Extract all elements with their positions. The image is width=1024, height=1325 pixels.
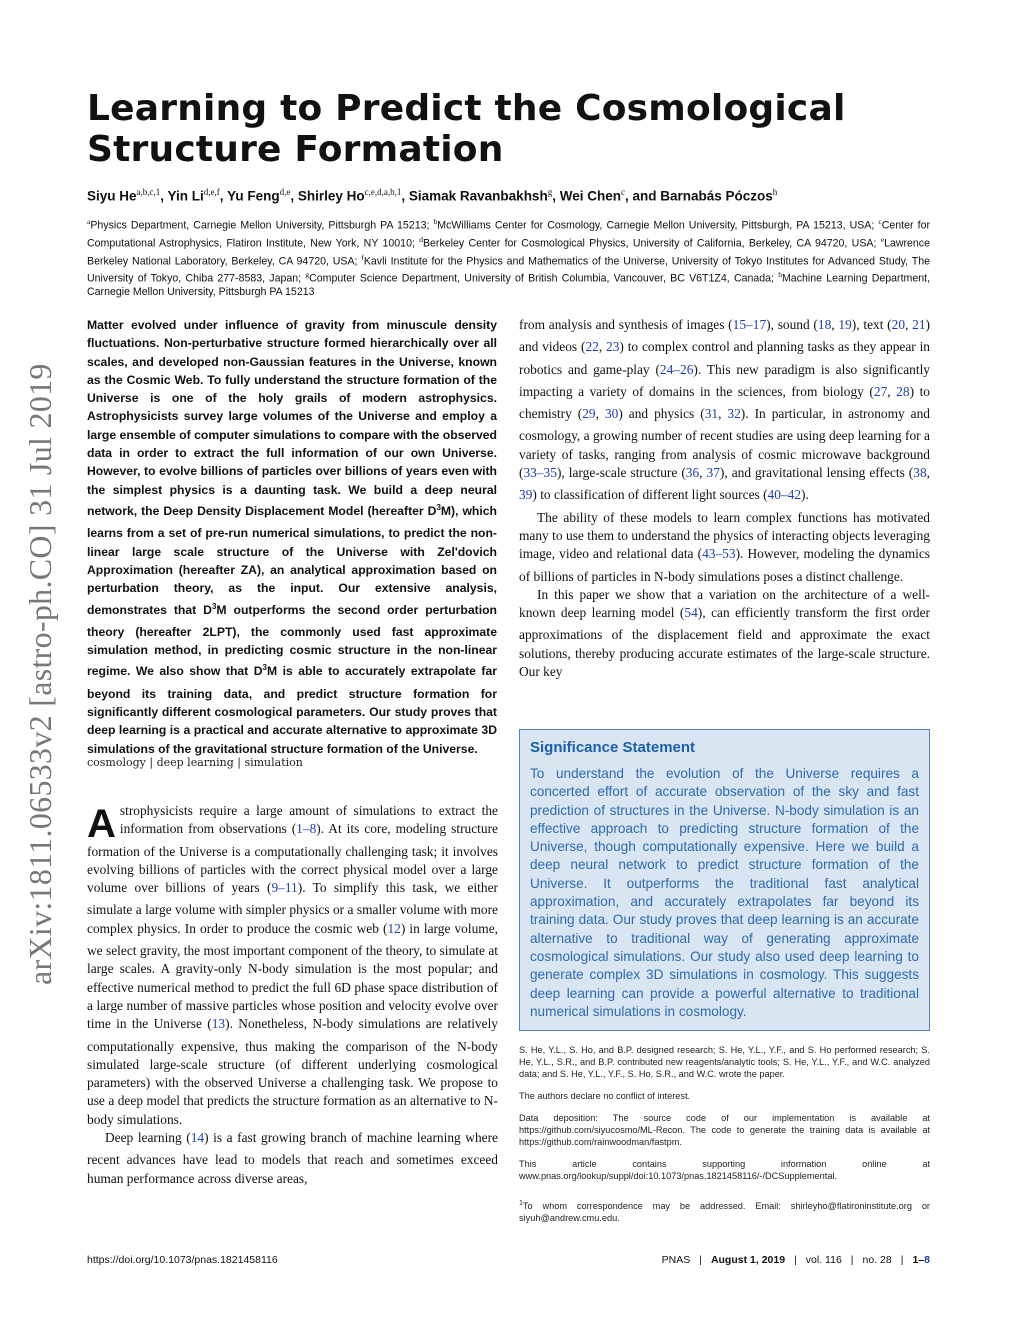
supporting-info: This article contains supporting information online at www.pnas.org/lookup/suppl/doi:10.1073/pnas.1821458116/-/DCSupplemental. [519, 1159, 930, 1181]
citation-link[interactable]: 24–26 [659, 361, 694, 377]
footnotes [519, 1044, 930, 1234]
citation-link[interactable]: 37 [706, 465, 720, 481]
journal-footer [662, 1253, 930, 1267]
affiliation: Center for Computational Astrophysics, Flatiron Institute, New York, NY 10010; [87, 219, 930, 250]
citation-link[interactable]: 29 [582, 406, 596, 422]
divider: | [699, 1254, 702, 1266]
body-paragraph: Deep learning (14) is a fast growing branch of machine learning where recent advances have lead to models that reach and sometimes exceed human performance across diverse areas, [87, 1130, 498, 1186]
paper-title: Learning to Predict the Cosmological Structure Formation [87, 88, 846, 170]
affiliation-marker: c,e,d,a,b,1 [364, 187, 402, 197]
affiliation: Kavli Institute for the Physics and Mathematics of the Universe, University of Tokyo Institutes for Advanced Study, The University of Tokyo, Chiba 277-8583, Japan; [87, 255, 931, 286]
author-name: Yu Feng [227, 188, 280, 204]
affiliation-marker: h [772, 187, 778, 197]
affiliations [87, 215, 930, 300]
affiliation-marker: d,e,f [203, 187, 220, 197]
affiliation: Berkeley Center for Cosmological Physics, University of California, Berkeley, CA 94720, USA; [422, 237, 881, 250]
journal-name: PNAS [661, 1254, 691, 1266]
divider: | [794, 1254, 797, 1266]
keywords: cosmology | deep learning | simulation [87, 756, 303, 769]
issue: no. 28 [862, 1254, 892, 1266]
conflict-statement: The authors declare no conflict of interest. [519, 1091, 691, 1101]
affiliation: Lawrence Berkeley National Laboratory, Berkeley, CA 94720, USA; [87, 237, 930, 268]
footnote-marker: 1 [519, 1200, 523, 1207]
volume: vol. 116 [805, 1254, 842, 1266]
abstract: Matter evolved under influence of gravity from minuscule density fluctuations. Non-perturbative structure formed hierarchically over all scales, and developed non-Gaussian features in the Universe, known as the Cosmic Web. To fully understand the structure formation of the Universe is one of the holy grails of modern astrophysics. Astrophysicists survey large volumes of the Universe and employ a large ensemble of computer simulations to compare with the observed data in order to extract the full information of our own Universe. However, to evolve billions of particles over billions of years even with the simplest physics is a daunting task. We build a deep neural network, the Deep Density Displacement Model (hereafter $D^3M$), which learns from a set of pre-run numerical simulations, to predict the non-linear large scale structure of the Universe with Zel'dovich Approximation (hereafter ZA), an analytical approximation based on perturbation theory, as the input. Our extensive analysis, demonstrates that $D^3M$ outperforms the second order perturbation theory (hereafter 2LPT), the commonly used fast approximate simulation method, in predicting cosmic structure in the non-linear regime. We also show that $D^3M$ is able to accurately extrapolate far beyond its training data, and predict structure formation for significantly different cosmological parameters. Our study proves that deep learning is a practical and accurate alternative to approximate 3D simulations of the gravitational structure formation of the Universe. [87, 318, 497, 756]
affiliation-marker: a [87, 217, 91, 226]
data-deposition: Data deposition: The source code of our implementation is available at https://github.com/siyucosmo/ML-Recon. The code to generate the training data is available at https://github.com/rainwoodman/fastpm. [519, 1113, 930, 1147]
affiliation-marker: b [433, 217, 438, 226]
affiliation: Machine Learning Department, Carnegie Mellon University, Pittsburgh PA 15213 [87, 273, 931, 299]
affiliation-marker: f [361, 252, 364, 262]
author-contributions: S. He, Y.L., S. Ho, and B.P. designed research; S. He, Y.L., Y.F., and S. Ho performed research; S. He, Y.L., S.R., and B.P. contributed new reagents/analytic tools; S. He, Y.L., Y.F., and W.C. analyzed data; and S. He, Y.L., Y.F., S. Ho, S.R., and W.C. wrote the paper. [519, 1045, 930, 1079]
author-name: Siamak Ravanbakhsh [408, 188, 548, 204]
author-name: Wei Chen [559, 188, 621, 204]
affiliation: Physics Department, Carnegie Mellon University, Pittsburgh PA 15213; [90, 219, 434, 232]
affiliation-marker: g [305, 270, 310, 280]
body-paragraph: strophysicists require a large amount of simulations to extract the information from observations (1–8). At its core, modeling structure formation of the Universe is a computationally challenging task; it involves evolving billions of particles with the correct physical model over a large volume over billions of years (9–11). To simplify this task, we either simulate a large volume with simpler physics or a smaller volume with more complex physics. In order to produce the cosmic web (12) in large volume, we select gravity, the most important component of the theory, to simulate at large scales. A gravity-only N-body simulation is the most popular; and effective numerical method to predict the full 6D phase space distribution of a large number of massive particles whose position and velocity evolve over time in the Universe (13). Nonetheless, N-body simulations are relatively computationally expensive, thus making the comparison of the N-body simulated large-scale structure (of different underlying cosmological parameters) with the observed Universe a challenging task. We propose to use a deep model that predicts the structure formation as an alternative to N-body simulations. [87, 803, 499, 1127]
citation-link[interactable]: 32 [727, 406, 741, 422]
citation-link[interactable]: 38 [913, 465, 927, 481]
citation-link[interactable]: 54 [684, 605, 698, 621]
citation-link[interactable]: 27 [873, 383, 888, 399]
citation-link[interactable]: 15–17 [732, 317, 767, 332]
significance-title: Significance Statement [530, 739, 696, 756]
author-name: Shirley Ho [297, 188, 365, 204]
significance-text: To understand the evolution of the Universe requires a concerted effort of accurate observation of the sky and fast prediction of structures in the Universe. N-body simulation is an effective approach to predicting structure formation of the Universe, though computationally expensive. Here we build a deep neural network to predict structure formation of the Universe. It outperforms the traditional fast analytical approximation, and accurately extrapolates far beyond its training data. Our study proves that deep learning is an accurate alternative to traditional way of generating approximate cosmological simulations. Our study also used deep learning to generate complex 3D simulations in cosmology. This suggests deep learning can provide a powerful alternative to traditional numerical simulations in cosmology. [530, 766, 919, 1019]
body-right-column [519, 316, 930, 681]
citation-link[interactable]: 14 [190, 1130, 205, 1146]
citation-link[interactable]: 43–53 [702, 546, 736, 562]
citation-link[interactable]: 9–11 [271, 880, 298, 896]
significance-box [519, 729, 930, 1031]
doi-link[interactable]: https://doi.org/10.1073/pnas.1821458116 [87, 1254, 278, 1266]
citation-link[interactable]: 1–8 [296, 821, 317, 837]
affiliation-marker: e [880, 234, 885, 244]
drop-cap: A [87, 802, 116, 846]
body-paragraph: from analysis and synthesis of images (15–17), sound (18, 19), text (20, 21) and videos (22, 23) to complex control and planning tasks as they appear in robotics and game-play (24–26). This new paradigm is also significantly impacting a variety of domains in the sciences, from biology (27, 28) to chemistry (29, 30) and physics (31, 32). In particular, in astronomy and cosmology, a growing number of recent studies are using deep learning for a variety of tasks, ranging from analysis of cosmic microwave background (33–35), large-scale structure (36, 37), and gravitational lensing effects (38, 39) to classification of different light sources (40–42). [519, 317, 930, 503]
citation-link[interactable]: 23 [606, 339, 620, 355]
affiliation: Computer Science Department, University of British Columbia, Vancouver, BC V6T1Z4, Canada; [309, 273, 779, 286]
citation-link[interactable]: 21 [912, 317, 926, 332]
body-left-column [87, 802, 498, 1188]
arxiv-stamp: arXiv:1811.06533v2 [astro-ph.CO] 31 Jul 2019 [22, 363, 58, 985]
affiliation-marker: a,b,c,1 [136, 187, 161, 197]
citation-link[interactable]: 31 [704, 406, 719, 422]
publication-date: August 1, 2019 [710, 1254, 786, 1266]
affiliation-marker: c [620, 187, 625, 197]
affiliation-marker: h [778, 270, 782, 280]
correspondence-note [519, 1198, 930, 1224]
citation-link[interactable]: 22 [585, 339, 599, 355]
author-name: Yin Li [167, 188, 204, 204]
author-list: Siyu He$^{a,b,c,1}$, Yin Li$^{d,e,f}$, Yu Feng$^{d,e}$, Shirley Ho$^{c,e,d,a,b,1}$, Siamak Ravanbakhsh$^g$, Wei Chen$^c$, and Barnabás Póczos$^h$ [87, 187, 778, 204]
affiliation-marker: g [547, 187, 553, 197]
citation-link[interactable]: 28 [896, 383, 910, 399]
body-paragraph: In this paper we show that a variation on the architecture of a well-known deep learning model (54), can efficiently transform the first order approximations of the displacement field and approximate the exact solutions, thereby producing accurate estimates of the large-scale structure. Our key [519, 586, 931, 680]
citation-link[interactable]: 19 [838, 317, 852, 332]
divider: | [850, 1254, 854, 1266]
citation-link[interactable]: 33–35 [523, 465, 557, 481]
affiliation: McWilliams Center for Cosmology, Carnegie Mellon University, Pittsburgh, PA 15213, USA; [437, 219, 879, 232]
affiliation-marker: c [878, 217, 882, 226]
citation-link[interactable]: 39 [519, 487, 533, 503]
citation-link[interactable]: 30 [604, 406, 619, 422]
citation-link[interactable]: 36 [685, 465, 700, 481]
correspondence-text: To whom correspondence may be addressed. Email: shirleyho@flatironinstitute.org or siyuh@andrew.cmu.edu. [519, 1201, 930, 1224]
affiliation-marker: d [419, 234, 423, 244]
page-range: 1–8 [912, 1254, 930, 1266]
citation-link[interactable]: 40–42 [767, 487, 802, 503]
citation-link[interactable]: 13 [211, 1016, 226, 1032]
citation-link[interactable]: 12 [387, 920, 401, 936]
divider: | [900, 1254, 904, 1266]
author-name: Siyu He [87, 188, 137, 204]
citation-link[interactable]: 20 [891, 317, 906, 332]
body-paragraph: The ability of these models to learn complex functions has motivated many to use them to understand the physics of interacting objects leveraging image, video and relational data (43–53). However, modeling the dynamics of billions of particles in N-body simulations poses a distinct challenge. [519, 509, 930, 584]
affiliation-marker: d,e [279, 187, 291, 197]
author-name: Barnabás Póczos [660, 188, 773, 204]
citation-link[interactable]: 18 [817, 317, 832, 332]
